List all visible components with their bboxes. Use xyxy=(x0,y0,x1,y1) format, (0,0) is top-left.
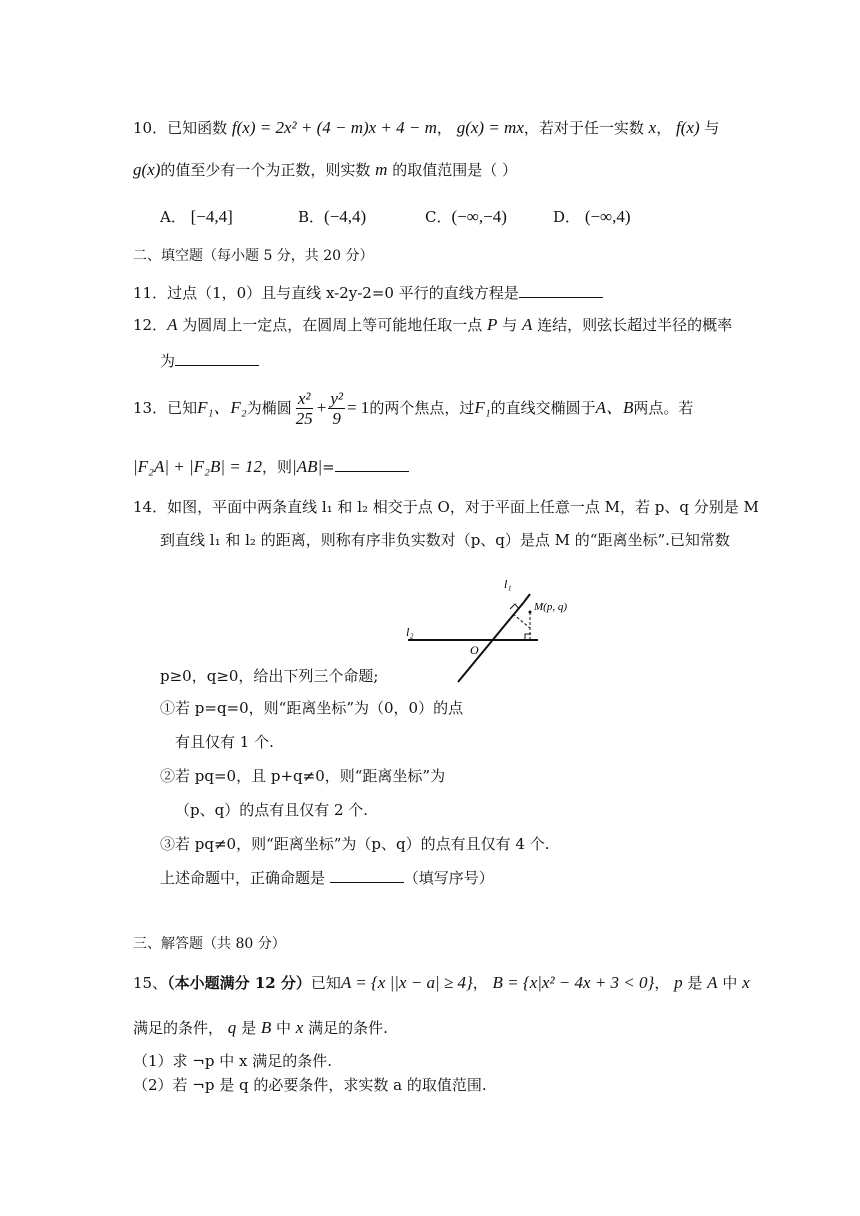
q15-line2 xyxy=(133,1018,388,1038)
section2-heading: 二、填空题（每小题 5 分，共 20 分） xyxy=(133,248,374,264)
q13-ab-abs: |AB| xyxy=(292,457,323,476)
q10-option-c xyxy=(425,207,507,227)
q10-var-x: x xyxy=(648,118,657,137)
q10-number: 10． xyxy=(133,119,168,137)
q10-gx: g(x) xyxy=(133,160,161,179)
q14-item1b: 有且仅有 1 个. xyxy=(175,733,274,751)
q10-and: 与 xyxy=(704,119,720,137)
q14-line3: p≥0，q≥0，给出下列三个命题; xyxy=(160,667,379,685)
frac-x-num: x² xyxy=(297,388,311,408)
label-o: O xyxy=(470,643,479,657)
q15-x: x xyxy=(742,973,750,992)
q13-text-mid2: 的两个焦点，过 xyxy=(369,399,475,417)
q13-f1: F₁ xyxy=(474,398,491,417)
q13-answer-blank xyxy=(335,455,409,472)
q14-conclusion-text: 上述命题中，正确命题是 xyxy=(160,869,326,887)
q12-line2 xyxy=(160,349,259,371)
q10-option-a xyxy=(160,207,233,227)
label-l1: l₁ xyxy=(504,577,512,591)
q12-number: 12． xyxy=(133,316,168,334)
q11-answer-blank xyxy=(519,281,603,298)
q15-p: p xyxy=(674,973,683,992)
option-a-value: [−4,4] xyxy=(190,207,233,226)
perp-to-l1 xyxy=(513,614,530,628)
q14-conclusion-end: （填写序号） xyxy=(403,869,494,887)
q13-text-ellipse: 为椭圆 xyxy=(246,399,292,417)
frac-y-den: 9 xyxy=(332,408,341,428)
q15-line1 xyxy=(133,973,750,993)
q13-line2 xyxy=(133,455,409,477)
q13-frac-y xyxy=(328,390,345,429)
q10-text-mid: ，若对于任一实数 xyxy=(523,119,644,137)
line-l1-top xyxy=(524,594,530,602)
q15-sub1: （1）求 ¬p 中 x 满足的条件. xyxy=(133,1052,333,1070)
q10-g-definition: g(x) = mx xyxy=(456,118,524,137)
q13-frac-x xyxy=(294,390,315,429)
q15-mid2: 中 xyxy=(717,974,743,992)
q13-line1: 13．已知F₁、F₂为椭圆 $\frac{\text{x²}}{25}$ + $\frac{\text{y²}}{9}$ = 1的两个焦点，过F₁的直线交椭圆于A、B两点。若 xyxy=(133,388,694,428)
q10-option-b xyxy=(298,207,366,227)
q13-text-pre: 已知 xyxy=(167,399,198,417)
q15-line2a: 满足的条件， xyxy=(133,1019,224,1037)
q12-text2: 与 xyxy=(497,316,522,334)
option-b-value: (−4,4) xyxy=(324,207,367,226)
q14-item2a: ②若 pq=0，且 p+q≠0，则“距离坐标”为 xyxy=(160,767,446,785)
q14-line1: 14．如图，平面中两条直线 l₁ 和 l₂ 相交于点 O，对于平面上任意一点 M，若 p、q 分别是 M xyxy=(133,498,759,516)
q15-line2b: 是 xyxy=(236,1019,261,1037)
option-d-value: (−∞,4) xyxy=(584,207,631,226)
q10-line2-text: 的值至少有一个为正数，则实数 xyxy=(160,161,371,179)
q10-comma: ， xyxy=(436,119,452,137)
q10-line1 xyxy=(133,118,719,138)
frac-y-num: y² xyxy=(330,388,343,408)
q15-a: A xyxy=(707,973,718,992)
q15-b: B xyxy=(260,1018,272,1037)
q14-item3: ③若 pq≠0，则“距离坐标”为（p、q）的点有且仅有 4 个. xyxy=(160,835,550,853)
q14-conclusion xyxy=(160,866,494,888)
label-l2: l₂ xyxy=(406,625,414,639)
q15-set-a: A = {x ||x − a| ≥ 4} xyxy=(340,973,473,992)
q15-comma2: ， xyxy=(654,974,670,992)
q15-score: （本小题满分 12 分） xyxy=(167,974,311,992)
q10-line2-end: 的取值范围是（ ） xyxy=(392,161,518,179)
q14-answer-blank xyxy=(330,866,404,883)
frac-x-den: 25 xyxy=(295,408,313,428)
q15-sub2: （2）若 ¬p 是 q 的必要条件，求实数 a 的取值范围. xyxy=(133,1076,487,1094)
q15-pre: 已知 xyxy=(310,974,341,992)
q10-comma2: ， xyxy=(656,119,672,137)
q15-set-b: B = {x|x² − 4x + 3 < 0} xyxy=(492,973,655,992)
q15-number: 15、 xyxy=(133,974,168,992)
option-d-label: D． xyxy=(553,208,581,226)
q14-item1a: ①若 p=q=0，则“距离坐标”为（0，0）的点 xyxy=(160,699,464,717)
q10-text: 已知函数 xyxy=(167,119,228,137)
q12-text3: 连结，则弦长超过半径的概率 xyxy=(532,316,733,334)
q12-line1 xyxy=(133,315,732,335)
q12-point-p: P xyxy=(487,315,498,334)
q11 xyxy=(133,281,603,303)
q15-comma: ， xyxy=(472,974,488,992)
q12-text1: 为圆周上一定点，在圆周上等可能地任取一点 xyxy=(177,316,488,334)
q13-eq: = 1 xyxy=(346,398,370,417)
q13-text-mid3: 的直线交椭圆于 xyxy=(490,399,596,417)
q15-q: q xyxy=(227,1018,237,1037)
q12-line2-text: 为 xyxy=(160,352,176,370)
distance-coordinate-figure xyxy=(400,572,590,684)
q13-ab: A、B xyxy=(595,398,634,417)
q15-line2d: 满足的条件. xyxy=(303,1019,388,1037)
option-b-label: B． xyxy=(298,208,325,226)
q13-then: ，则 xyxy=(262,458,293,476)
q12-point-a2: A xyxy=(521,315,533,334)
q14-item2b: （p、q）的点有且仅有 2 个. xyxy=(175,801,369,819)
q10-fx: f(x) xyxy=(676,118,700,137)
option-c-value: (−∞,−4) xyxy=(451,207,507,226)
q10-line2 xyxy=(133,160,517,180)
q13-number: 13． xyxy=(133,399,168,417)
label-m: M(p, q) xyxy=(534,601,567,613)
q13-condition: |F₂A| + |F₂B| = 12 xyxy=(133,457,262,476)
q10-var-m: m xyxy=(375,160,388,179)
q15-x2: x xyxy=(295,1018,304,1037)
q10-f-definition: f(x) = 2x² + (4 − m)x + 4 − m xyxy=(231,118,437,137)
point-m xyxy=(529,611,532,614)
q15-line2c: 中 xyxy=(271,1019,296,1037)
section3-heading: 三、解答题（共 80 分） xyxy=(133,936,286,952)
q13-equals: = xyxy=(322,458,335,476)
q14-line2: 到直线 l₁ 和 l₂ 的距离，则称有序非负实数对（p、q）是点 M 的“距离坐标”.已知常数 xyxy=(160,531,730,549)
q13-text-end: 两点。若 xyxy=(633,399,694,417)
q15-mid: 是 xyxy=(682,974,708,992)
line-l1 xyxy=(458,602,524,682)
q10-option-d xyxy=(553,207,631,227)
option-a-label: A． xyxy=(160,208,186,226)
q12-point-a: A xyxy=(167,315,178,334)
option-c-label: C． xyxy=(425,208,452,226)
q11-text: 11．过点（1，0）且与直线 x-2y-2=0 平行的直线方程是 xyxy=(133,284,519,302)
q13-foci: F₁、F₂ xyxy=(197,398,247,417)
q12-answer-blank xyxy=(175,349,259,366)
